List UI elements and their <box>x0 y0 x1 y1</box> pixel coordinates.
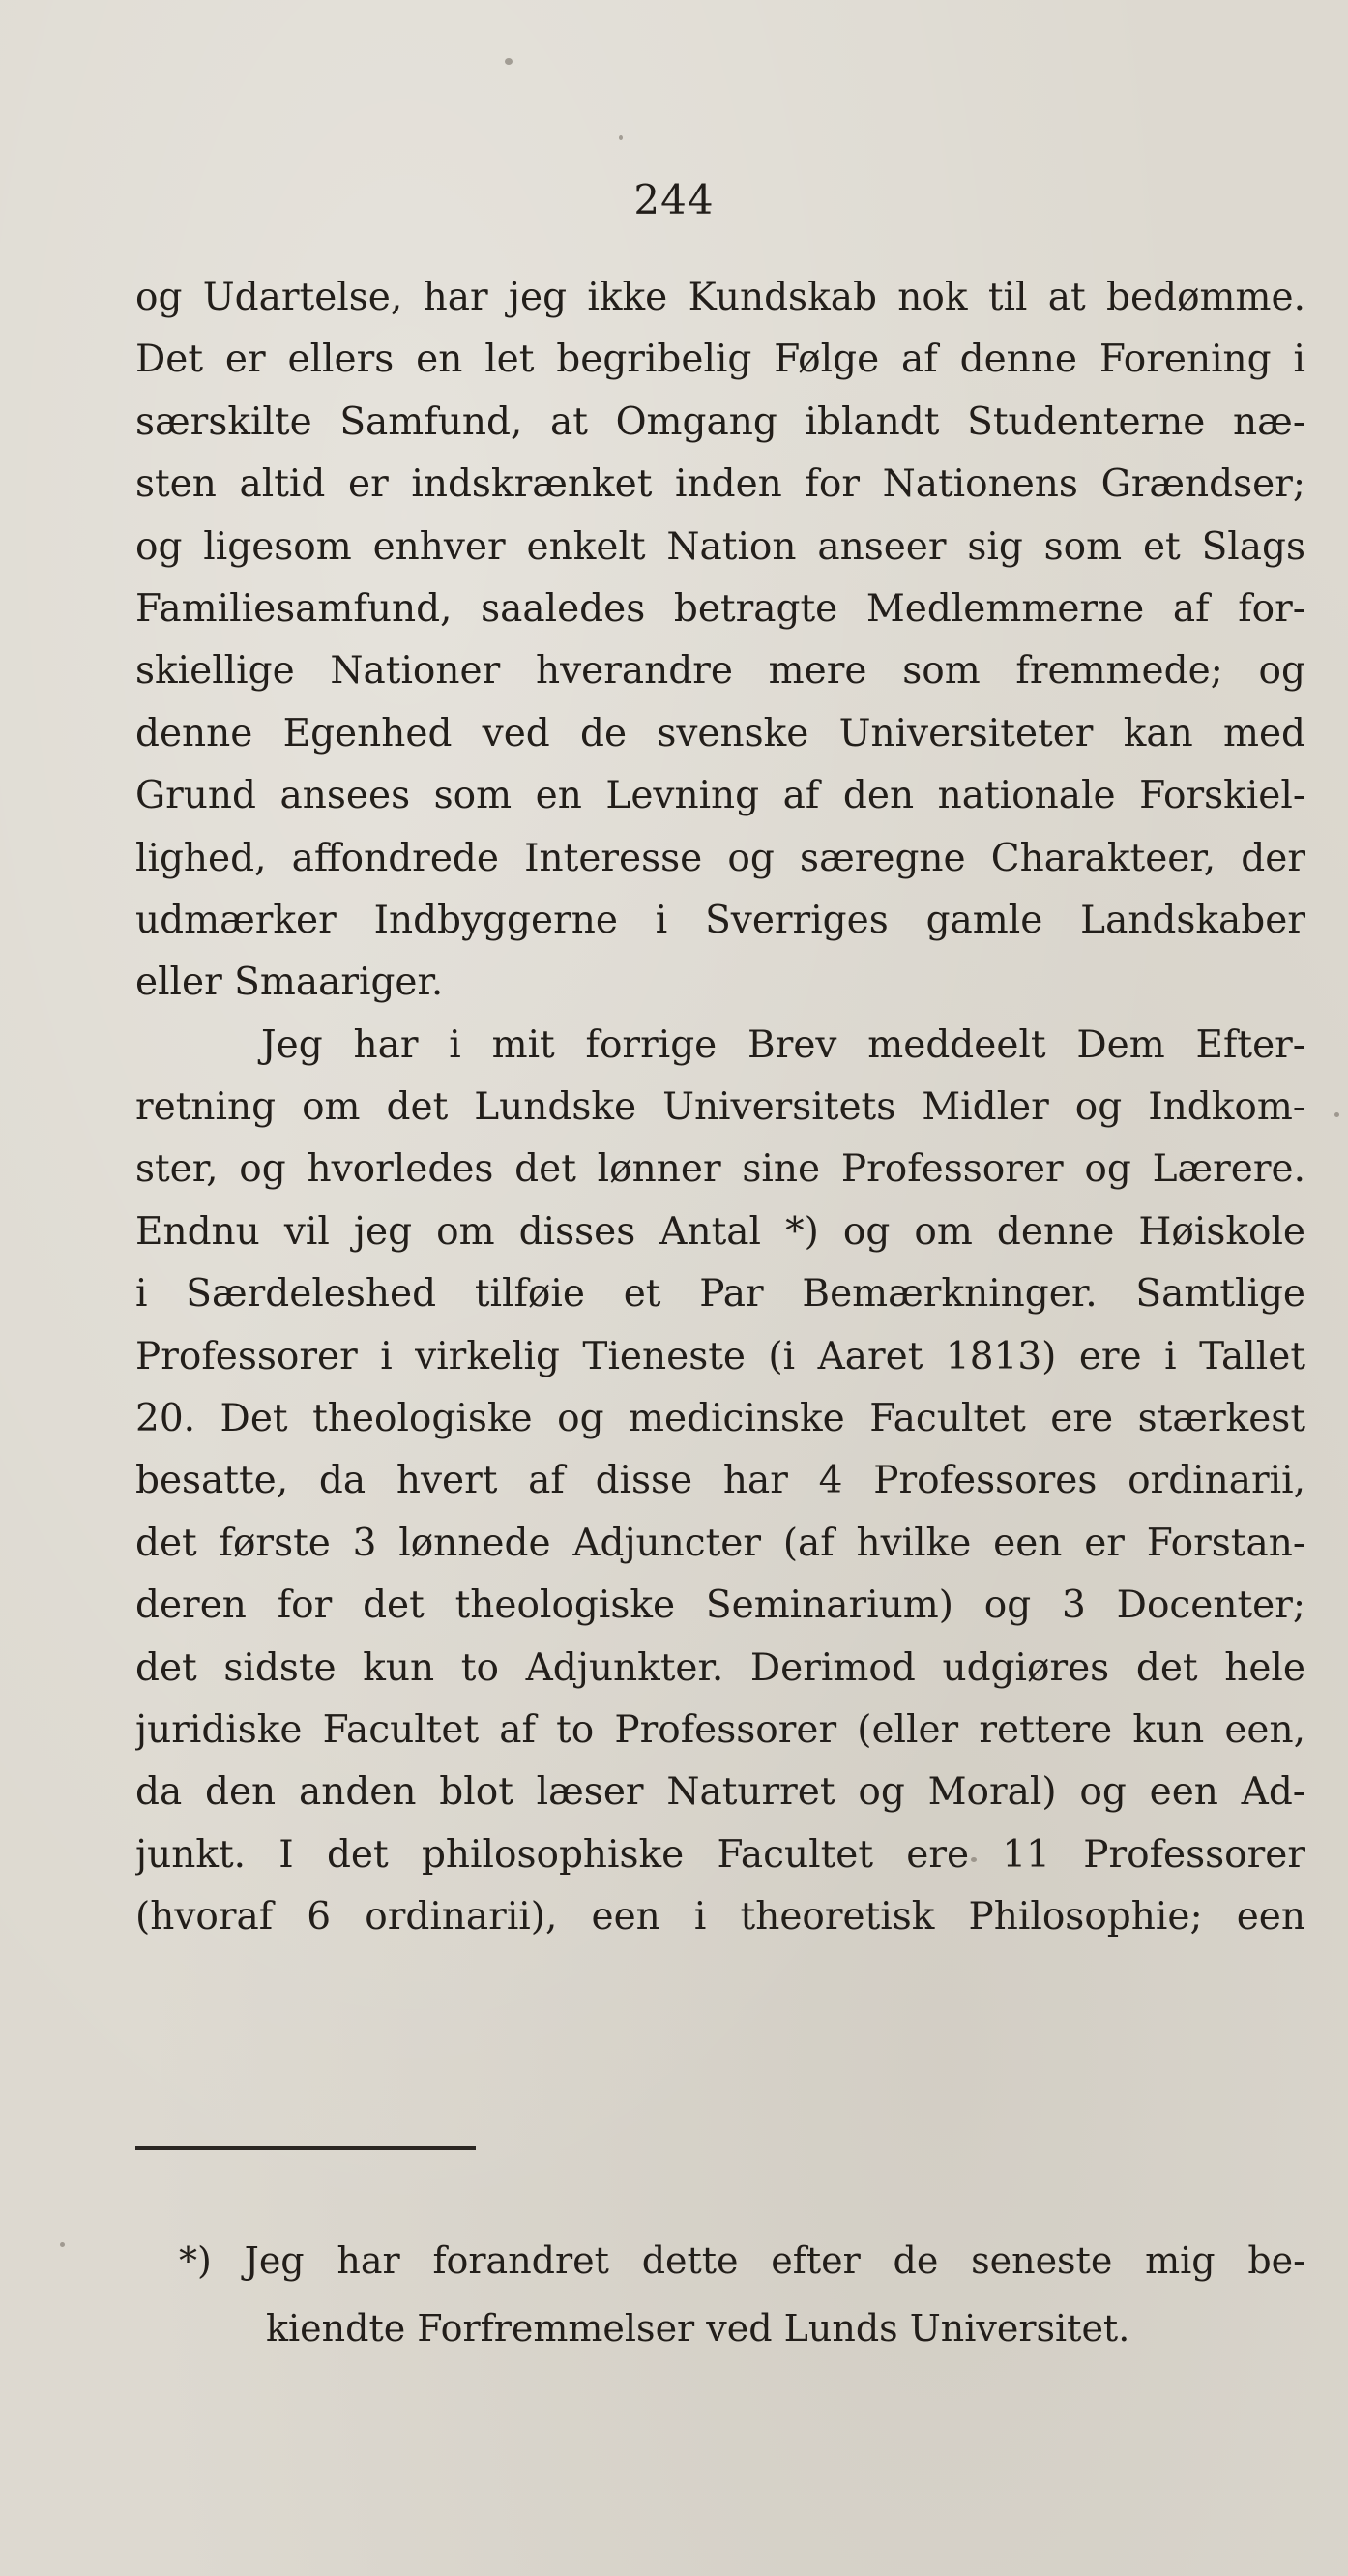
text-line: eller Smaariger. <box>135 961 444 1005</box>
text-line: skiellige Nationer hverandre mere som fremmede; og <box>135 649 1305 694</box>
footnote-rule <box>135 2146 476 2150</box>
ink-speck <box>60 2242 65 2247</box>
text-line: retning om det Lundske Universitets Midler og Indkom- <box>135 1085 1305 1130</box>
text-line: Grund ansees som en Levning af den nationale Forskiel- <box>135 774 1305 818</box>
text-line: særskilte Samfund, at Omgang iblandt Studenterne næ- <box>135 400 1305 444</box>
text-line: Familiesamfund, saaledes betragte Medlemmerne af for- <box>135 586 1305 631</box>
ink-speck <box>619 135 623 140</box>
text-line: det sidste kun to Adjunkter. Derimod udgiøres det hele <box>135 1645 1305 1690</box>
body-text <box>135 267 1305 1949</box>
ink-speck <box>1334 1112 1339 1117</box>
text-line: lighed, affondrede Interesse og særegne Charakteer, der <box>135 836 1305 880</box>
footnote-line: *) Jeg har forandret dette efter de seneste mig be- <box>179 2239 1305 2282</box>
paragraph-start-line: Jeg har i mit forrige Brev meddeelt Dem Efter- <box>261 1022 1305 1067</box>
text-line: denne Egenhed ved de svenske Universiteter kan med <box>135 711 1305 755</box>
ink-speck <box>505 58 513 65</box>
text-line: Det er ellers en let begribelig Følge af denne Forening i <box>135 338 1305 382</box>
page-number: 244 <box>633 176 715 223</box>
text-line: sten altid er indskrænket inden for Nationens Grændser; <box>135 462 1305 507</box>
text-line: udmærker Indbyggerne i Sverriges gamle Landskaber <box>135 898 1305 942</box>
footnote <box>135 2227 1305 2362</box>
text-line: besatte, da hvert af disse har 4 Professores ordinarii, <box>135 1459 1305 1503</box>
text-line: Endnu vil jeg om disses Antal *) og om denne Høiskole <box>135 1209 1305 1254</box>
footnote-line: kiendte Forfremmelser ved Lunds Universitet. <box>266 2307 1130 2350</box>
text-line: og ligesom enhver enkelt Nation anseer sig som et Slags <box>135 524 1305 569</box>
text-line: i Særdeleshed tilføie et Par Bemærkninger. Samtlige <box>135 1272 1305 1317</box>
text-line: Professorer i virkelig Tieneste (i Aaret 1813) ere i Tallet <box>135 1334 1305 1378</box>
text-line: junkt. I det philosophiske Facultet ere 11 Professorer <box>135 1832 1305 1877</box>
text-line: ster, og hvorledes det lønner sine Professorer og Lærere. <box>135 1147 1305 1192</box>
text-line: da den anden blot læser Naturret og Moral) og een Ad- <box>135 1770 1305 1815</box>
text-line: det første 3 lønnede Adjuncter (af hvilke een er Forstan- <box>135 1521 1305 1565</box>
text-line: 20. Det theologiske og medicinske Facultet ere stærkest <box>135 1397 1305 1441</box>
text-line: (hvoraf 6 ordinarii), een i theoretisk Philosophie; een <box>135 1895 1305 1939</box>
text-line: og Udartelse, har jeg ikke Kundskab nok til at bedømme. <box>135 276 1305 319</box>
text-line: juridiske Facultet af to Professorer (eller rettere kun een, <box>135 1707 1305 1752</box>
text-line: deren for det theologiske Seminarium) og 3 Docenter; <box>135 1584 1305 1628</box>
